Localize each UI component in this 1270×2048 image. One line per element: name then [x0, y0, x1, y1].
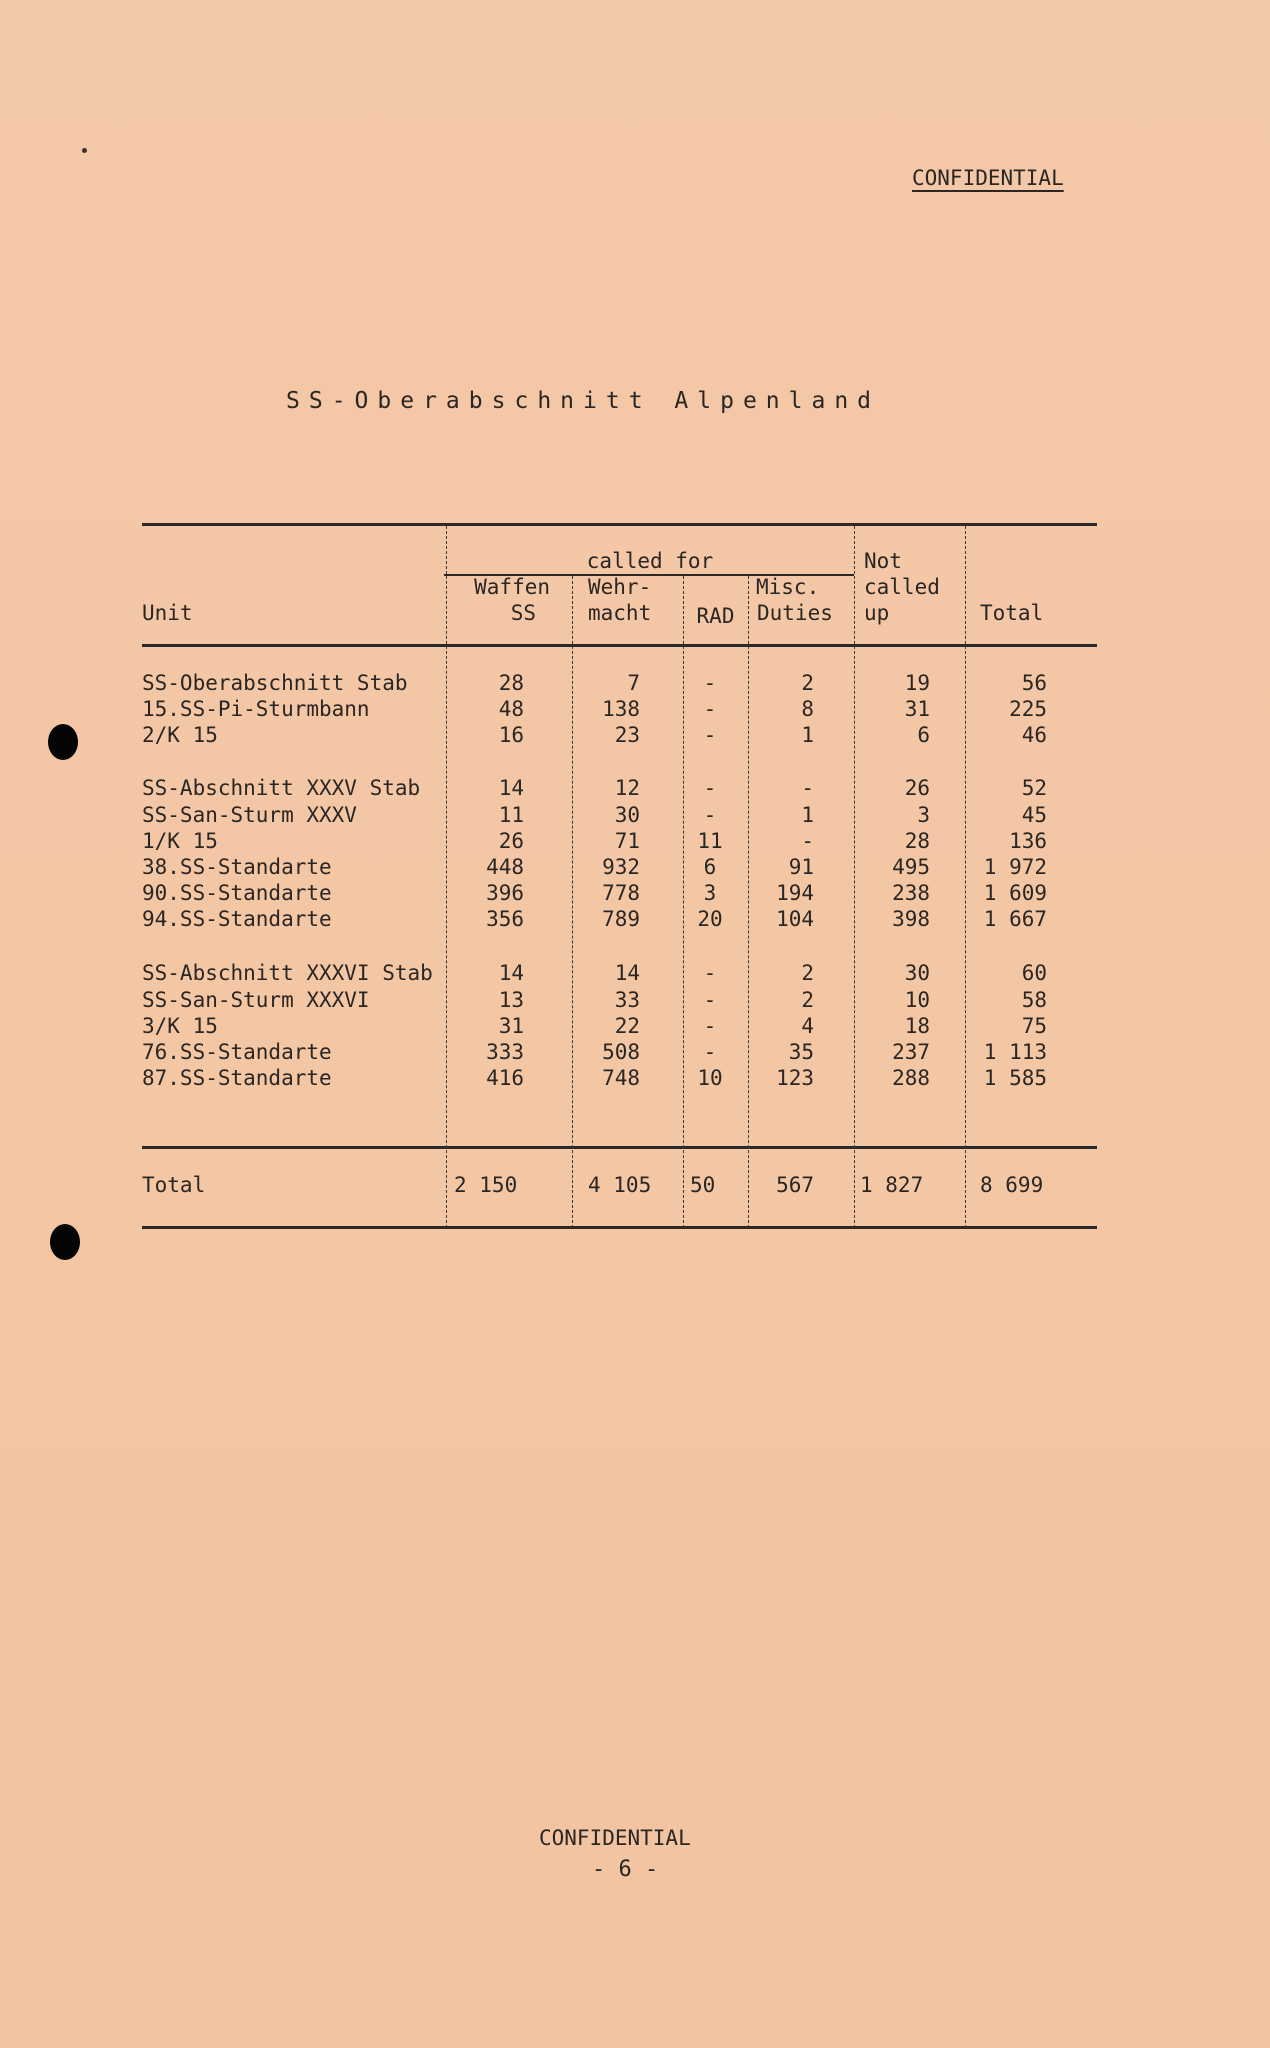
cell-total: 1 972 — [983, 855, 1047, 879]
cell-unit: 15.SS-Pi-Sturmbann — [142, 697, 370, 721]
cell-not-called: 31 — [904, 697, 930, 721]
cell-rad: 3 — [703, 881, 717, 905]
cell-not-called: 288 — [892, 1066, 930, 1090]
cell-wehrmacht: 14 — [614, 961, 640, 985]
cell-rad: 6 — [703, 855, 717, 879]
cell-not-called: 6 — [917, 723, 930, 747]
cell-waffen-ss: 13 — [498, 988, 524, 1012]
cell-not-called: 30 — [904, 961, 930, 985]
header-wehrmacht-line2: macht — [588, 601, 652, 625]
cell-total: 60 — [1021, 961, 1047, 985]
total-waffen-ss: 2 150 — [454, 1173, 518, 1197]
cell-not-called: 495 — [892, 855, 930, 879]
cell-wehrmacht: 789 — [602, 907, 640, 931]
cell-rad: - — [703, 1040, 717, 1064]
total-grand: 8 699 — [980, 1173, 1044, 1197]
cell-wehrmacht: 23 — [614, 723, 640, 747]
cell-misc: 2 — [801, 671, 814, 695]
cell-misc: 2 — [801, 988, 814, 1012]
cell-waffen-ss: 333 — [486, 1040, 524, 1064]
cell-not-called: 19 — [904, 671, 930, 695]
punch-hole-top — [48, 724, 78, 760]
table-top-rule — [142, 523, 1097, 526]
cell-misc: 1 — [801, 803, 814, 827]
header-called-for: called for — [586, 549, 714, 573]
cell-wehrmacht: 508 — [602, 1040, 640, 1064]
header-not-called-line3: up — [864, 601, 890, 625]
cell-rad: - — [703, 776, 717, 800]
cell-wehrmacht: 22 — [614, 1014, 640, 1038]
cell-rad: - — [703, 697, 717, 721]
cell-unit: 2/K 15 — [142, 723, 218, 747]
cell-unit: 87.SS-Standarte — [142, 1066, 332, 1090]
cell-not-called: 18 — [904, 1014, 930, 1038]
cell-waffen-ss: 14 — [498, 776, 524, 800]
punch-hole-bottom — [50, 1224, 80, 1260]
cell-unit: 94.SS-Standarte — [142, 907, 332, 931]
cell-wehrmacht: 71 — [614, 829, 640, 853]
cell-total: 58 — [1021, 988, 1047, 1012]
header-not-called-line1: Not — [864, 549, 902, 573]
total-misc: 567 — [776, 1173, 814, 1197]
cell-misc: 104 — [776, 907, 814, 931]
total-rad: 50 — [690, 1173, 716, 1197]
cell-rad: - — [703, 803, 717, 827]
cell-misc: 123 — [776, 1066, 814, 1090]
cell-unit: 76.SS-Standarte — [142, 1040, 332, 1064]
cell-total: 56 — [1021, 671, 1047, 695]
cell-waffen-ss: 11 — [498, 803, 524, 827]
cell-not-called: 3 — [917, 803, 930, 827]
cell-rad: - — [703, 1014, 717, 1038]
page-number: - 6 - — [592, 1857, 659, 1882]
cell-misc: 91 — [788, 855, 814, 879]
header-unit: Unit — [142, 601, 193, 625]
cell-total: 1 609 — [983, 881, 1047, 905]
cell-wehrmacht: 932 — [602, 855, 640, 879]
header-waffen-ss-line2: SS — [510, 601, 536, 625]
cell-unit: 3/K 15 — [142, 1014, 218, 1038]
cell-waffen-ss: 396 — [486, 881, 524, 905]
cell-not-called: 10 — [904, 988, 930, 1012]
cell-total: 1 113 — [983, 1040, 1047, 1064]
cell-rad: 11 — [697, 829, 723, 853]
header-wehrmacht-line1: Wehr- — [588, 575, 652, 599]
cell-misc: 1 — [801, 723, 814, 747]
cell-not-called: 28 — [904, 829, 930, 853]
cell-rad: 20 — [697, 907, 723, 931]
cell-misc: 8 — [801, 697, 814, 721]
confidential-stamp-bottom: CONFIDENTIAL — [539, 1826, 691, 1850]
cell-wehrmacht: 33 — [614, 988, 640, 1012]
cell-waffen-ss: 16 — [498, 723, 524, 747]
header-bottom-rule — [142, 644, 1097, 647]
cell-unit: SS-Abschnitt XXXVI Stab — [142, 961, 433, 985]
cell-rad: - — [703, 988, 717, 1012]
cell-not-called: 237 — [892, 1040, 930, 1064]
cell-waffen-ss: 448 — [486, 855, 524, 879]
cell-rad: - — [703, 961, 717, 985]
cell-rad: - — [703, 723, 717, 747]
header-not-called-line2: called — [864, 575, 940, 599]
header-waffen-ss-line1: Waffen — [474, 575, 550, 599]
cell-rad: - — [703, 671, 717, 695]
cell-total: 52 — [1021, 776, 1047, 800]
cell-total: 1 585 — [983, 1066, 1047, 1090]
cell-wehrmacht: 30 — [614, 803, 640, 827]
cell-waffen-ss: 48 — [498, 697, 524, 721]
paper-speck — [82, 148, 87, 153]
cell-waffen-ss: 31 — [498, 1014, 524, 1038]
cell-misc: 4 — [801, 1014, 814, 1038]
cell-misc: 2 — [801, 961, 814, 985]
total-top-rule — [142, 1146, 1097, 1149]
total-wehrmacht: 4 105 — [588, 1173, 652, 1197]
cell-not-called: 238 — [892, 881, 930, 905]
cell-wehrmacht: 7 — [627, 671, 640, 695]
cell-unit: SS-San-Sturm XXXV — [142, 803, 357, 827]
header-rad: RAD — [696, 604, 735, 628]
cell-total: 75 — [1021, 1014, 1047, 1038]
table-bottom-rule — [142, 1226, 1097, 1229]
cell-not-called: 398 — [892, 907, 930, 931]
header-total: Total — [980, 601, 1044, 625]
cell-misc: - — [801, 829, 814, 853]
header-misc-line1: Misc. — [756, 575, 820, 599]
header-misc-line2: Duties — [757, 601, 833, 625]
cell-unit: SS-San-Sturm XXXVI — [142, 988, 370, 1012]
cell-unit: 90.SS-Standarte — [142, 881, 332, 905]
cell-not-called: 26 — [904, 776, 930, 800]
cell-total: 136 — [1009, 829, 1047, 853]
cell-wehrmacht: 138 — [602, 697, 640, 721]
cell-unit: SS-Abschnitt XXXV Stab — [142, 776, 421, 800]
cell-wehrmacht: 778 — [602, 881, 640, 905]
cell-waffen-ss: 14 — [498, 961, 524, 985]
cell-misc: - — [801, 776, 814, 800]
cell-unit: SS-Oberabschnitt Stab — [142, 671, 408, 695]
cell-waffen-ss: 356 — [486, 907, 524, 931]
cell-unit: 38.SS-Standarte — [142, 855, 332, 879]
cell-total: 225 — [1009, 697, 1047, 721]
cell-wehrmacht: 12 — [614, 776, 640, 800]
cell-unit: 1/K 15 — [142, 829, 218, 853]
cell-total: 46 — [1021, 723, 1047, 747]
cell-waffen-ss: 28 — [498, 671, 524, 695]
cell-rad: 10 — [697, 1066, 723, 1090]
cell-misc: 35 — [788, 1040, 814, 1064]
cell-total: 45 — [1021, 803, 1047, 827]
total-label: Total — [142, 1173, 206, 1197]
cell-wehrmacht: 748 — [602, 1066, 640, 1090]
cell-misc: 194 — [776, 881, 814, 905]
cell-waffen-ss: 26 — [498, 829, 524, 853]
page-title: SS-Oberabschnitt Alpenland — [286, 388, 881, 414]
cell-total: 1 667 — [983, 907, 1047, 931]
cell-waffen-ss: 416 — [486, 1066, 524, 1090]
confidential-stamp-top: CONFIDENTIAL — [912, 166, 1064, 190]
total-not-called: 1 827 — [860, 1173, 924, 1197]
